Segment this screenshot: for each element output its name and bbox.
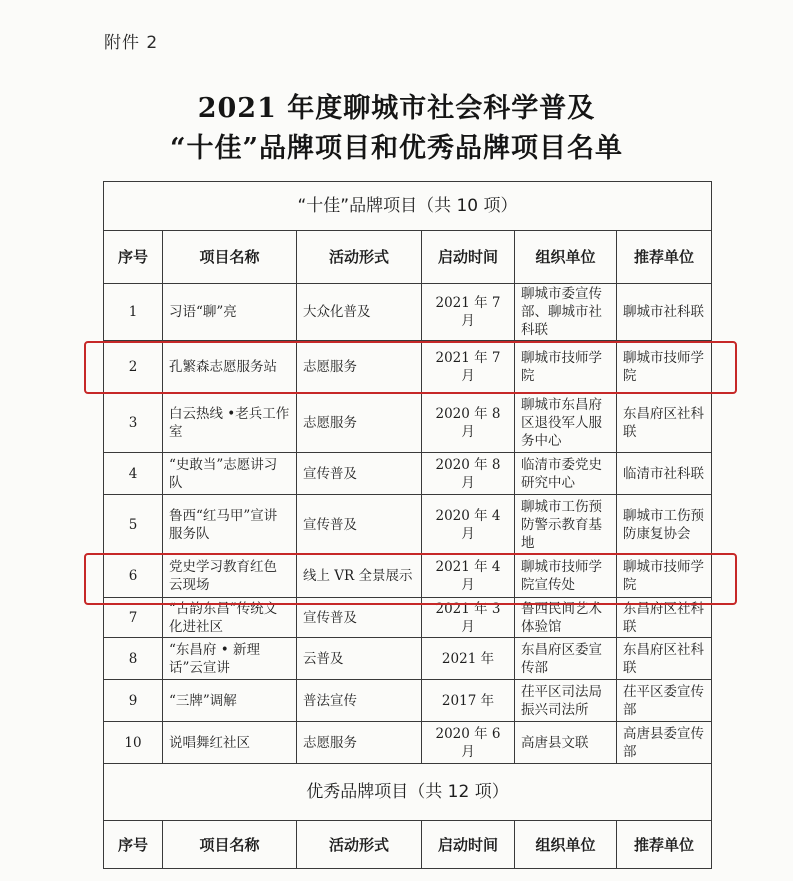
row-number-cell: 8	[104, 638, 163, 680]
header2-cell-4: 组织单位	[515, 821, 617, 869]
recommender-cell: 聊城市工伤预防康复协会	[617, 495, 712, 555]
row-number-cell: 2	[104, 341, 163, 393]
header-row	[104, 821, 712, 869]
section-2-title: 优秀品牌项目（共 12 项）	[104, 764, 712, 821]
row-number-cell: 1	[104, 284, 163, 341]
activity-form-cell: 普法宣传	[297, 680, 422, 722]
document-title-line-2: “十佳”品牌项目和优秀品牌项目名单	[169, 133, 624, 164]
start-time-cell: 2021 年 3 月	[422, 598, 515, 638]
table-row	[104, 284, 712, 341]
project-name-cell: “东昌府 • 新理话”云宣讲	[163, 638, 297, 680]
highlight-box-row-2	[84, 341, 737, 394]
row-number-cell: 9	[104, 680, 163, 722]
project-name-cell: 党史学习教育红色云现场	[163, 555, 297, 598]
start-time-cell: 2017 年	[422, 680, 515, 722]
highlight-box-row-6	[84, 553, 737, 605]
activity-form-cell: 大众化普及	[297, 284, 422, 341]
header-cell-1: 项目名称	[163, 231, 297, 284]
start-time-cell: 2020 年 8 月	[422, 453, 515, 495]
section-title-row	[104, 764, 712, 821]
header-cell-3: 启动时间	[422, 231, 515, 284]
recommender-cell: 临清市社科联	[617, 453, 712, 495]
header-cell-5: 推荐单位	[617, 231, 712, 284]
header2-cell-1: 项目名称	[163, 821, 297, 869]
recommender-cell: 聊城市技师学院	[617, 555, 712, 598]
organizer-cell: 临清市委党史研究中心	[515, 453, 617, 495]
project-name-cell: “古韵东昌”传统文化进社区	[163, 598, 297, 638]
start-time-cell: 2020 年 6 月	[422, 722, 515, 764]
header-cell-2: 活动形式	[297, 231, 422, 284]
organizer-cell: 聊城市东昌府区退役军人服务中心	[515, 393, 617, 453]
organizer-cell: 高唐县文联	[515, 722, 617, 764]
project-name-cell: 鲁西“红马甲”宣讲服务队	[163, 495, 297, 555]
recommender-cell: 高唐县委宣传部	[617, 722, 712, 764]
organizer-cell: 聊城市技师学院	[515, 341, 617, 393]
activity-form-cell: 线上 VR 全景展示	[297, 555, 422, 598]
recommender-cell: 聊城市技师学院	[617, 341, 712, 393]
start-time-cell: 2021 年 4 月	[422, 555, 515, 598]
project-name-cell: “三牌”调解	[163, 680, 297, 722]
recommender-cell: 东昌府区社科联	[617, 638, 712, 680]
row-number-cell: 7	[104, 598, 163, 638]
document-title-line-1: 2021 年度聊城市社会科学普及	[197, 93, 596, 124]
organizer-cell: 聊城市技师学院宣传处	[515, 555, 617, 598]
recommender-cell: 聊城市社科联	[617, 284, 712, 341]
organizer-cell: 茌平区司法局振兴司法所	[515, 680, 617, 722]
activity-form-cell: 志愿服务	[297, 722, 422, 764]
project-name-cell: 习语“聊”亮	[163, 284, 297, 341]
table-row	[104, 495, 712, 555]
row-number-cell: 4	[104, 453, 163, 495]
row-number-cell: 3	[104, 393, 163, 453]
start-time-cell: 2020 年 4 月	[422, 495, 515, 555]
table-row	[104, 722, 712, 764]
recommender-cell: 茌平区委宣传部	[617, 680, 712, 722]
header2-cell-2: 活动形式	[297, 821, 422, 869]
activity-form-cell: 宣传普及	[297, 495, 422, 555]
project-name-cell: 说唱舞红社区	[163, 722, 297, 764]
activity-form-cell: 志愿服务	[297, 341, 422, 393]
activity-form-cell: 云普及	[297, 638, 422, 680]
header-cell-4: 组织单位	[515, 231, 617, 284]
organizer-cell: 鲁西民间艺术体验馆	[515, 598, 617, 638]
table-row	[104, 680, 712, 722]
table-row	[104, 393, 712, 453]
start-time-cell: 2021 年 7 月	[422, 284, 515, 341]
activity-form-cell: 宣传普及	[297, 598, 422, 638]
recommender-cell: 东昌府区社科联	[617, 598, 712, 638]
recommender-cell: 东昌府区社科联	[617, 393, 712, 453]
section-title-row	[104, 182, 712, 231]
header2-cell-0: 序号	[104, 821, 163, 869]
activity-form-cell: 志愿服务	[297, 393, 422, 453]
row-number-cell: 10	[104, 722, 163, 764]
header-row	[104, 231, 712, 284]
start-time-cell: 2021 年 7 月	[422, 341, 515, 393]
attachment-label: 附件 2	[104, 33, 159, 53]
header2-cell-3: 启动时间	[422, 821, 515, 869]
project-name-cell: “史敢当”志愿讲习队	[163, 453, 297, 495]
table-row	[104, 453, 712, 495]
table-row	[104, 638, 712, 680]
section-1-title: “十佳”品牌项目（共 10 项）	[104, 182, 712, 231]
project-name-cell: 白云热线 •老兵工作室	[163, 393, 297, 453]
header2-cell-5: 推荐单位	[617, 821, 712, 869]
project-name-cell: 孔繁森志愿服务站	[163, 341, 297, 393]
row-number-cell: 5	[104, 495, 163, 555]
start-time-cell: 2020 年 8 月	[422, 393, 515, 453]
row-number-cell: 6	[104, 555, 163, 598]
start-time-cell: 2021 年	[422, 638, 515, 680]
organizer-cell: 聊城市委宣传部、聊城市社科联	[515, 284, 617, 341]
header-cell-0: 序号	[104, 231, 163, 284]
activity-form-cell: 宣传普及	[297, 453, 422, 495]
brand-project-table	[103, 181, 712, 869]
organizer-cell: 东昌府区委宣传部	[515, 638, 617, 680]
organizer-cell: 聊城市工伤预防警示教育基地	[515, 495, 617, 555]
